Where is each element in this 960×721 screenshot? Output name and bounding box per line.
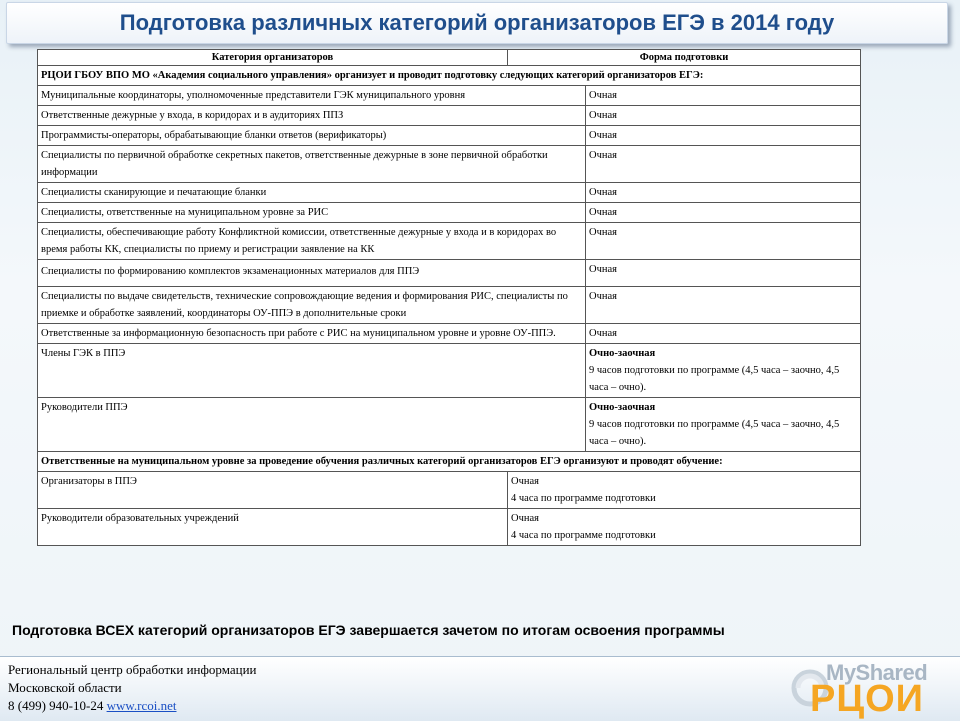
table-row [38,86,861,106]
row-form-note: 4 часа по программе подготовки [511,530,656,541]
table-row [38,472,861,509]
title-banner [6,2,948,44]
row-form: Очная [586,260,861,287]
row-category: Специалисты по первичной обработке секретных пакетов, ответственные дежурные в зоне первичной обработки информации [38,146,586,183]
row-category: Специалисты по выдаче свидетельств, технические сопровождающие ведения и формирования РИС, специалисты по приемке и обработке заявлений, координаторы ОУ-ППЭ в дополнительные сроки [38,287,586,324]
row-form [508,509,861,546]
row-form: Очная [586,203,861,223]
completion-note: Подготовка ВСЕХ категорий организаторов ЕГЭ завершается зачетом по итогам освоения программы [12,622,725,638]
table-row [38,324,861,344]
row-form-type: Очная [511,513,539,524]
row-form: Очная [586,146,861,183]
row-form: Очная [586,86,861,106]
table-row [38,223,861,260]
table-row [38,287,861,324]
table-row [38,344,861,398]
footer-phone: 8 (499) 940-10-24 [8,698,104,713]
logo-myshared-text: MyShared [826,660,928,685]
row-form-type: Очно-заочная [589,348,656,359]
section2-text: Ответственные на муниципальном уровне за проведение обучения различных категорий организаторов ЕГЭ организуют и проводят обучение: [38,452,861,472]
footer-org-line2: Московской области [8,680,122,695]
row-form [586,344,861,398]
row-form: Очная [586,223,861,260]
table-row [38,260,861,287]
row-form: Очная [586,324,861,344]
footer-org-line1: Региональный центр обработки информации [8,662,257,677]
row-form-note: 4 часа по программе подготовки [511,493,656,504]
row-category: Программисты-операторы, обрабатывающие бланки ответов (верификаторы) [38,126,586,146]
row-category: Специалисты, ответственные на муниципальном уровне за РИС [38,203,586,223]
row-form: Очная [586,126,861,146]
row-category: Руководители образовательных учреждений [38,509,508,546]
table-header-row [38,50,861,66]
row-form-type: Очно-заочная [589,402,656,413]
row-form: Очная [586,287,861,324]
table-row [38,398,861,452]
footer-website-link[interactable]: www.rcoi.net [106,698,177,713]
row-category: Организаторы в ППЭ [38,472,508,509]
table-row [38,183,861,203]
row-category: Ответственные за информационную безопасность при работе с РИС на муниципальном уровне и уровне ОУ-ППЭ. [38,324,586,344]
page-title: Подготовка различных категорий организаторов ЕГЭ в 2014 году [119,10,835,35]
footer-phone-line [8,697,257,715]
table-row [38,203,861,223]
header-form: Форма подготовки [508,50,861,66]
row-form-note: 9 часов подготовки по программе (4,5 часа – заочно, 4,5 часа – очно). [589,419,840,447]
header-category: Категория организаторов [38,50,508,66]
table-row [38,146,861,183]
section1-text: РЦОИ ГБОУ ВПО МО «Академия социального управления» организует и проводит подготовку следующих категорий организаторов ЕГЭ: [38,66,861,86]
row-category: Руководители ППЭ [38,398,586,452]
section-row [38,452,861,472]
row-category: Специалисты сканирующие и печатающие бланки [38,183,586,203]
row-form: Очная [586,106,861,126]
row-form: Очная [586,183,861,203]
row-form [586,398,861,452]
row-category: Ответственные дежурные у входа, в коридорах и в аудиториях ППЗ [38,106,586,126]
rcoi-logo [790,660,958,720]
table-row [38,106,861,126]
row-category: Специалисты, обеспечивающие работу Конфликтной комиссии, ответственные дежурные у входа и в коридорах во время работы КК, специалисты по приему и регистрации заявление на КК [38,223,586,260]
section-row [38,66,861,86]
organizers-table [37,49,861,546]
footer-contacts [8,661,257,715]
table-row [38,509,861,546]
row-form-note: 9 часов подготовки по программе (4,5 часа – заочно, 4,5 часа – очно). [589,365,840,393]
row-form-type: Очная [511,476,539,487]
row-category: Члены ГЭК в ППЭ [38,344,586,398]
row-form [508,472,861,509]
row-category: Муниципальные координаторы, уполномоченные представители ГЭК муниципального уровня [38,86,586,106]
logo-rcoi-text: РЦОИ [810,678,924,720]
row-category: Специалисты по формированию комплектов экзаменационных материалов для ППЭ [38,260,586,287]
table-row [38,126,861,146]
